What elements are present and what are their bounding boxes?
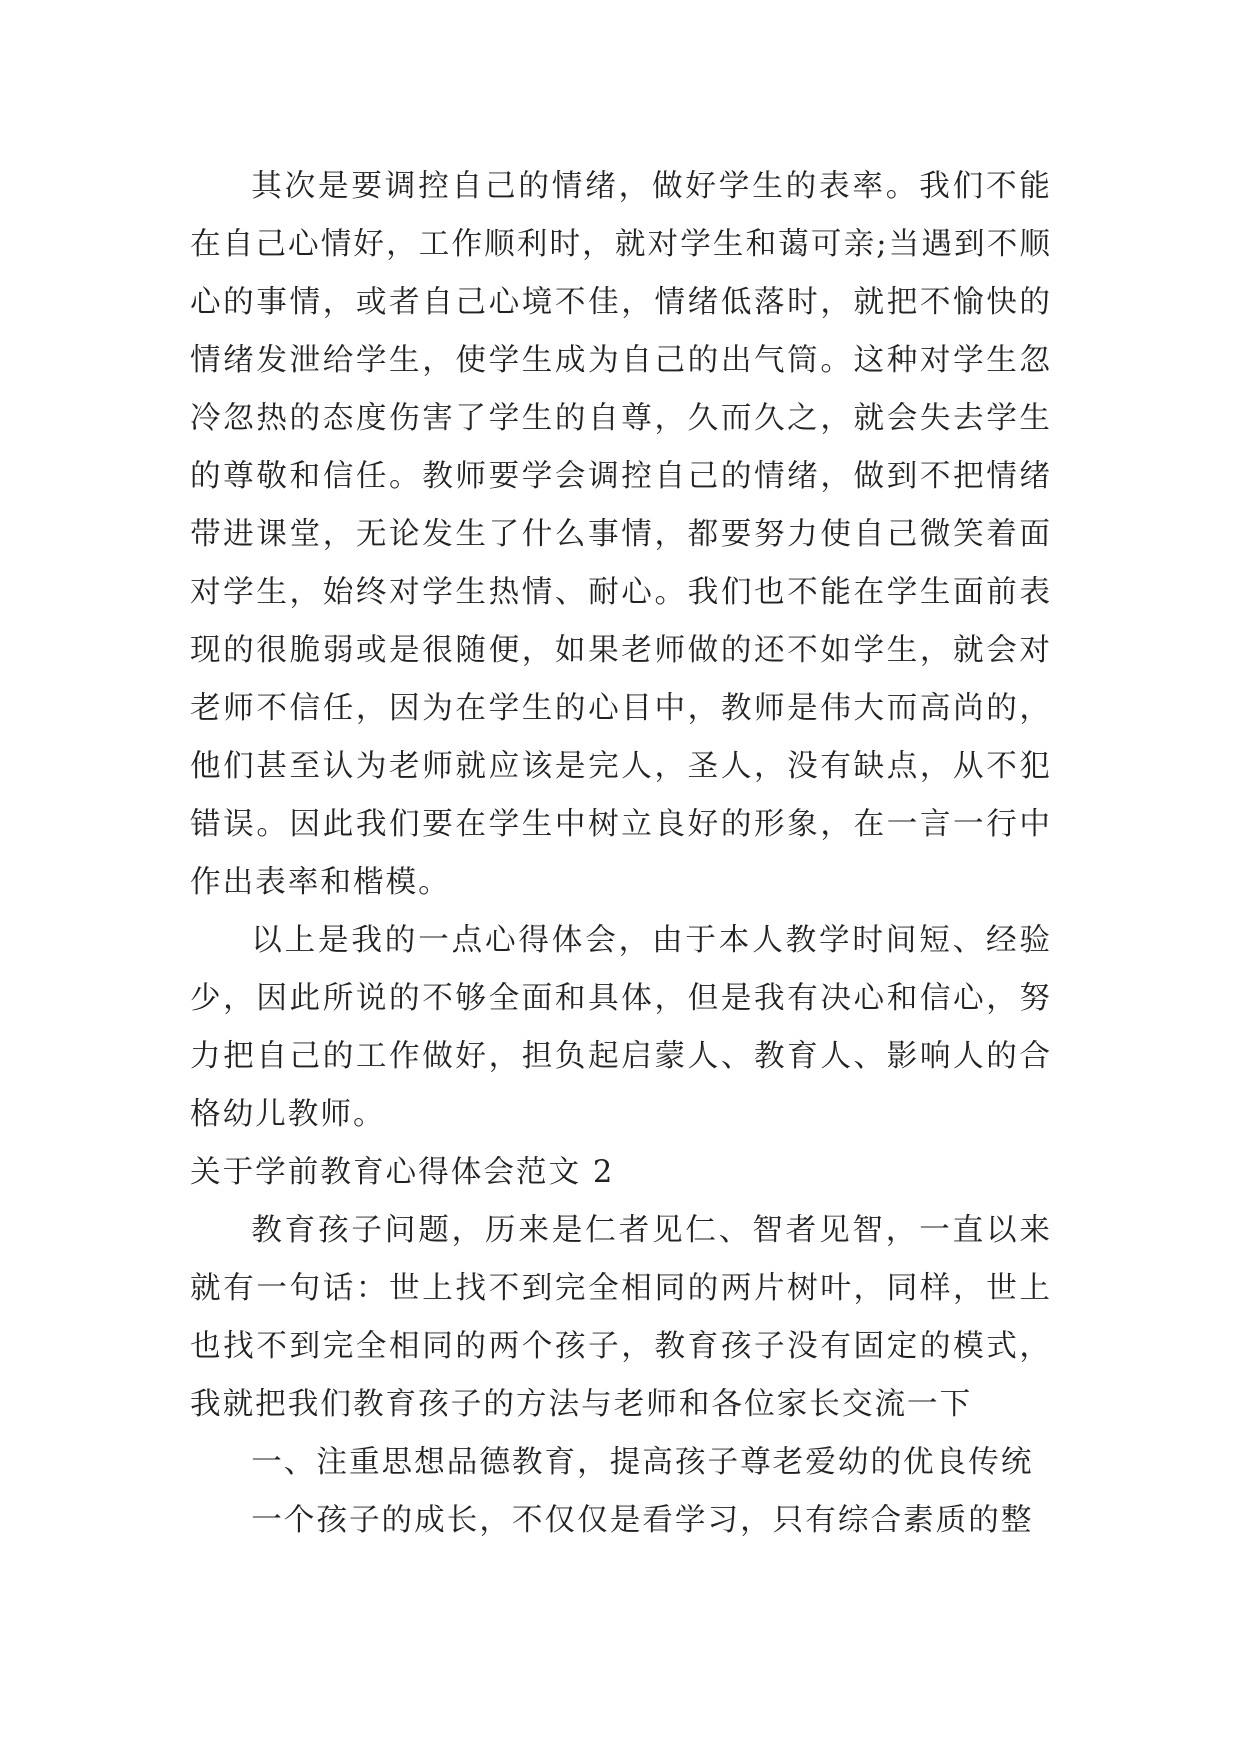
paragraph-point-one: 一、注重思想品德教育，提高孩子尊老爱幼的优良传统	[251, 1445, 1034, 1480]
paragraph-conclusion: 以上是我的一点心得体会，由于本人教学时间短、经验少，因此所说的不够全面和具体，但是我有决心和信心，努力把自己的工作做好，担负起启蒙人、教育人、影响人的合格幼儿教师。	[190, 923, 1052, 1132]
document-page	[190, 158, 1052, 1550]
paragraph-emotion-control: 其次是要调控自己的情绪，做好学生的表率。我们不能在自己心情好，工作顺利时，就对学生和蔼可亲;当遇到不顺心的事情，或者自己心境不佳，情绪低落时，就把不愉快的情绪发泄给学生，使学生成为自己的出气筒。这种对学生忽冷忽热的态度伤害了学生的自尊，久而久之，就会失去学生的尊敬和信任。教师要学会调控自己的情绪，做到不把情绪带进课堂，无论发生了什么事情，都要努力使自己微笑着面对学生，始终对学生热情、耐心。我们也不能在学生面前表现的很脆弱或是很随便，如果老师做的还不如学生，就会对老师不信任，因为在学生的心目中，教师是伟大而高尚的，他们甚至认为老师就应该是完人，圣人，没有缺点，从不犯错误。因此我们要在学生中树立良好的形象，在一言一行中作出表率和楷模。	[190, 169, 1052, 900]
paragraph-growth: 一个孩子的成长，不仅仅是看学习，只有综合素质的整	[251, 1503, 1034, 1538]
section-heading: 关于学前教育心得体会范文 2	[190, 1155, 615, 1190]
paragraph-education-intro: 教育孩子问题，历来是仁者见仁、智者见智，一直以来就有一句话：世上找不到完全相同的两片树叶，同样，世上也找不到完全相同的两个孩子，教育孩子没有固定的模式，我就把我们教育孩子的方法与老师和各位家长交流一下	[190, 1213, 1052, 1422]
